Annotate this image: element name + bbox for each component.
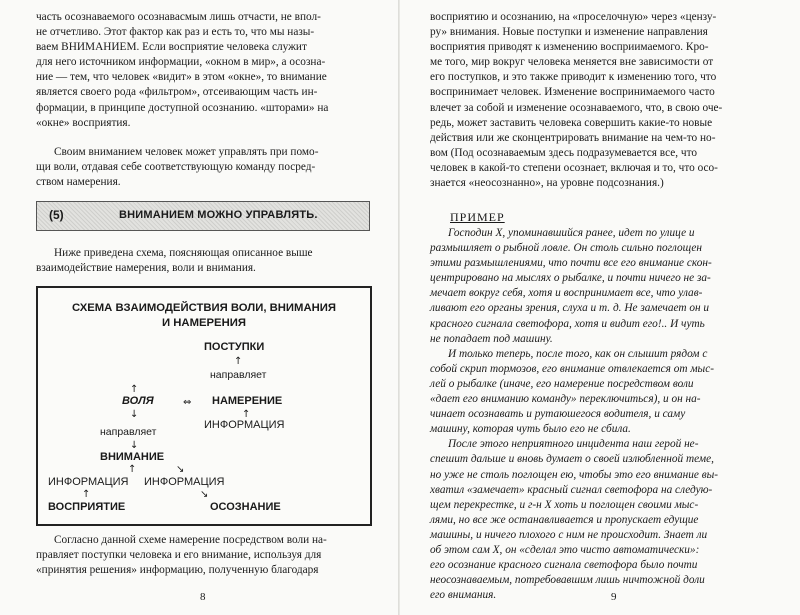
text-line: Господин Х, упоминавшийся ранее, идет по улице и [448, 227, 695, 239]
text-line: Согласно данной схеме намерение посредством воли на- [54, 534, 327, 546]
text-line: редь, может заставить человека совершить какие-то новые [430, 116, 713, 129]
text-line: его поступков, и это также приводит к изменению того, что [430, 71, 717, 84]
text-line: щем перекрестке, и г-н Х хоть и поглощен своими мыс- [430, 498, 699, 511]
text-line: ме того, мир вокруг человека меняется вне зависимости от [430, 56, 714, 69]
example-text [430, 226, 768, 603]
node-postupki: ПОСТУПКИ [204, 341, 265, 353]
text-line: центрировано на мыслях о рыбалке, и почти ничего не за- [430, 272, 711, 285]
node-informaciya-right: ИНФОРМАЦИЯ [204, 419, 285, 431]
text-line: человек в какой-то степени осознает, включая и то, что осо- [430, 161, 718, 174]
text-line: не отчетливо. Этот фактор как раз и есть то, что мы назы- [36, 26, 315, 39]
text-line: спешит дальше и вновь думает о своей излюбленной теме, [430, 453, 714, 466]
text-line: лями, но все же останавливается и пропускает едущие [430, 513, 699, 526]
text-line: для него источником информации, «окном в мир», а осозна- [36, 56, 326, 69]
section-title: ВНИМАНИЕМ МОЖНО УПРАВЛЯТЬ. [119, 209, 318, 221]
page-number-left: 8 [200, 591, 206, 603]
text-line: об этом сам Х, он «сделал это чисто автоматически»: [430, 543, 700, 556]
text-line: И только теперь, после того, как он слышит рядом с [448, 347, 708, 360]
text-line: его осознание красного сигнала светофора было почти [430, 559, 698, 572]
text-line: ством намерения. [36, 176, 121, 189]
text-line: чинает осознавать и рутаюшегося водителя, и саму [430, 408, 686, 421]
text-line: правляет поступки человека и его внимание, используя для [36, 549, 322, 562]
label-napravlyaet-top: направляет [210, 369, 267, 381]
left-paragraph-4 [36, 533, 366, 578]
node-namerenie: НАМЕРЕНИЕ [212, 395, 283, 407]
arrow-up-icon: ↑ [242, 409, 251, 420]
text-line: размышляет о рыбной ловле. Он столь сильно поглощен [430, 242, 703, 255]
diagram-title-line-2: И НАМЕРЕНИЯ [162, 317, 246, 329]
node-volya: ВОЛЯ [122, 395, 154, 407]
text-line: воспринимает человек. Изменение воспринимаемого часто [430, 86, 715, 99]
node-vnimanie: ВНИМАНИЕ [100, 451, 165, 463]
text-line: ливают его органы зрения, слуха и т. д. Не замечает он и [430, 302, 710, 315]
label-napravlyaet-mid: направляет [100, 426, 157, 438]
text-line: его внимания. [430, 589, 497, 602]
text-line: взаимодействие намерения, воли и внимания. [36, 262, 256, 275]
text-line: «дает его вниманию команду» переключиться), и он на- [430, 393, 701, 406]
text-line: вом (Под осознаваемым здесь подразумевается все, что [430, 146, 697, 159]
text-line: знается «неосознанно», на уровне подсознания.) [430, 177, 664, 190]
text-line: После этого неприятного инцидента наш герой не- [448, 438, 699, 451]
text-line: машины, и ничего плохого с ним не происходит. Знает ли [430, 528, 708, 541]
text-line: «окне» восприятия. [36, 116, 131, 129]
arrow-down-right-icon: ↘ [176, 464, 185, 475]
diagram-title-line-1: СХЕМА ВЗАИМОДЕЙСТВИЯ ВОЛИ, ВНИМАНИЯ [71, 302, 337, 314]
right-paragraph-1 [430, 10, 768, 191]
text-line: Ниже приведена схема, поясняющая описанное выше [54, 247, 313, 259]
interaction-diagram [36, 286, 372, 526]
text-line: лей о рыбалке (иначе, его намерение посредством воли [430, 377, 694, 390]
text-line: ру» внимания. Новые поступки и изменение направления [430, 26, 708, 39]
arrow-up-icon: ↑ [234, 356, 243, 367]
section-heading-box [36, 201, 370, 231]
page-number-right: 9 [611, 591, 617, 603]
node-informaciya-left: ИНФОРМАЦИЯ [48, 476, 129, 488]
left-paragraph-3 [36, 246, 366, 276]
text-line: формации, в принципе доступной осознанию. «шторами» на [36, 101, 329, 114]
text-line: Своим вниманием человек может управлять при помо- [54, 146, 319, 158]
text-line: «принятия решения» информацию, полученную благодаря [36, 564, 319, 577]
text-line: действия или же сконцентрировать внимание на чем-то но- [430, 131, 716, 144]
section-number: (5) [49, 208, 64, 222]
text-line: но уже не столь поглощен ею, чтобы это его внимание вы- [430, 468, 719, 481]
text-line: мечает вокруг себя, хотя и воспринимает все, что улав- [430, 287, 703, 300]
text-line: является своего рода «фильтром», отсеивающим часть ин- [36, 86, 318, 99]
right-page [400, 0, 800, 615]
arrow-down-right-icon: ↘ [200, 489, 209, 500]
node-vospriyatie: ВОСПРИЯТИЕ [48, 501, 126, 513]
text-line: восприятия приводят к изменению восприимаемого. Кро- [430, 41, 709, 54]
text-line: не попадает под машину. [430, 332, 553, 345]
text-line: хватил «замечает» красный сигнал светофора на следую- [430, 483, 713, 496]
text-line: щи воли, отдавая себе соответствующую команду посред- [36, 161, 316, 174]
arrow-down-icon: ↓ [130, 409, 139, 420]
text-line: восприятию и осознанию, на «проселочную» через «цензу- [430, 11, 717, 23]
text-line: неосознаваемым, потребовавшим лишь ничтожной доли [430, 574, 705, 587]
node-osoznanie: ОСОЗНАНИЕ [210, 501, 281, 513]
left-paragraph-2 [36, 145, 366, 190]
text-line: собой скрип тормозов, его внимание отвлекается от мыс- [430, 362, 714, 375]
text-line: влечет за собой и изменение осознаваемого, что, в свою оче- [430, 101, 723, 114]
arrow-double-icon: ⇔ [183, 397, 192, 408]
text-line: часть осознаваемого осознавасмым лишь отчасти, не впол- [36, 11, 321, 23]
text-line: красного сигнала светофора, хотя и видит его!.. И чуть [430, 317, 705, 330]
text-line: машину, которая чуть было его не сбила. [430, 423, 631, 436]
arrow-down-icon: ↓ [130, 440, 139, 451]
text-line: ваем ВНИМАНИЕМ. Если восприятие человека служит [36, 41, 307, 54]
arrow-up-icon: ↑ [82, 489, 91, 500]
text-line: этими размышлениями, что почти все его внимание скон- [430, 257, 712, 270]
node-informaciya-mid: ИНФОРМАЦИЯ [144, 476, 225, 488]
text-line: ние — тем, что человек «видит» в этом «окне», то внимание [36, 71, 327, 84]
arrow-up-icon: ↑ [128, 464, 137, 475]
arrow-up-icon: ↑ [130, 384, 139, 395]
example-heading: ПРИМЕР [450, 210, 505, 224]
left-paragraph-1 [36, 10, 366, 131]
